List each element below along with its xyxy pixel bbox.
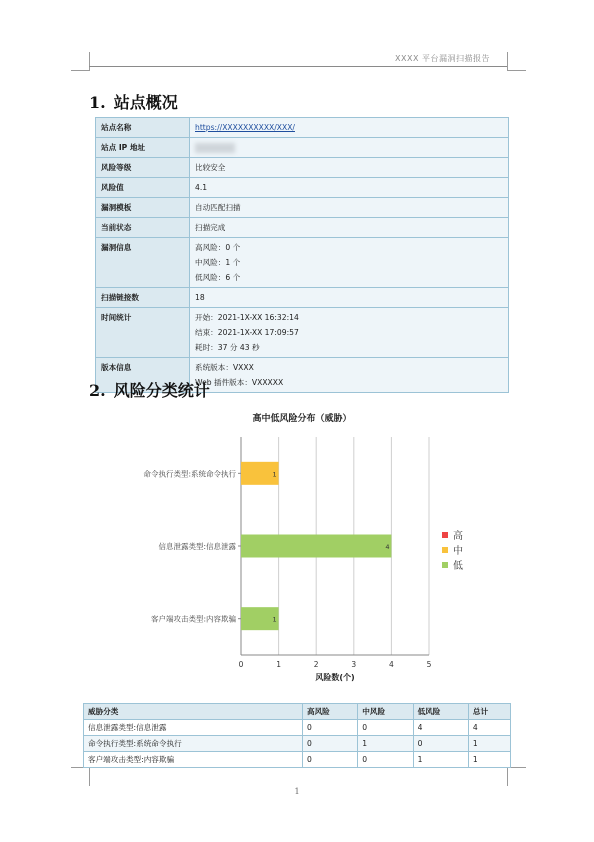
- section-1-number: 1.: [89, 93, 106, 112]
- x-tick-label: 4: [389, 660, 394, 669]
- stats-cell: 0: [303, 752, 358, 768]
- y-category-label: 客户端攻击类型:内容欺骗: [150, 614, 236, 624]
- bar-低: [241, 535, 391, 558]
- info-value: [190, 358, 509, 393]
- info-value: [190, 158, 509, 178]
- redacted-ip: [195, 143, 235, 153]
- info-value: [190, 198, 509, 218]
- info-key: 站点 IP 地址: [96, 138, 190, 158]
- info-row: [96, 158, 509, 178]
- info-value: [190, 178, 509, 198]
- stats-header-cell: 中风险: [358, 704, 413, 720]
- info-key: 扫描链接数: [96, 288, 190, 308]
- stats-cell: 0: [358, 720, 413, 736]
- stats-cell: 1: [413, 752, 468, 768]
- info-value-line: 比较安全: [195, 163, 226, 172]
- stats-header-cell: 低风险: [413, 704, 468, 720]
- y-category-label: 信息泄露类型:信息泄露: [158, 542, 236, 551]
- legend-label: 高: [453, 531, 463, 542]
- info-row: [96, 288, 509, 308]
- stats-cell: 0: [358, 752, 413, 768]
- section-2-number: 2.: [89, 381, 106, 400]
- stats-cell: 0: [303, 720, 358, 736]
- info-row: [96, 178, 509, 198]
- info-value-line: Web 插件版本：VXXXXX: [195, 378, 284, 387]
- crop-mark-bottom-right: [507, 767, 526, 786]
- x-tick-label: 3: [351, 660, 357, 669]
- x-axis-label: 风险数(个): [315, 673, 355, 682]
- stats-cell: 1: [468, 736, 510, 752]
- info-value-line: 低风险：6 个: [195, 273, 241, 282]
- legend-swatch: [442, 532, 448, 538]
- bar-data-label: 1: [272, 615, 277, 624]
- stats-row: [84, 752, 511, 768]
- info-value-line: 开始：2021-1X-XX 16:32:14: [195, 313, 299, 322]
- stats-header-cell: 威胁分类: [84, 704, 303, 720]
- legend-label: 中: [453, 546, 463, 557]
- crop-mark-bottom-left: [71, 767, 90, 786]
- info-value: [190, 138, 509, 158]
- stats-cell: 0: [413, 736, 468, 752]
- info-value-line: 自动匹配扫描: [195, 203, 241, 212]
- info-value-line: 系统版本：VXXX: [195, 363, 254, 372]
- info-row: [96, 118, 509, 138]
- legend-label: 低: [453, 561, 463, 572]
- section-1-heading: [89, 90, 178, 113]
- section-1-title: 站点概况: [113, 93, 178, 112]
- info-row: [96, 238, 509, 288]
- risk-distribution-chart: [95, 425, 509, 687]
- info-value: [190, 118, 509, 138]
- info-row: [96, 218, 509, 238]
- stats-cell: 1: [468, 752, 510, 768]
- x-tick-label: 1: [276, 660, 281, 669]
- info-key: 版本信息: [96, 358, 190, 393]
- stats-header-cell: 总计: [468, 704, 510, 720]
- stats-cell: 4: [413, 720, 468, 736]
- legend-swatch: [442, 547, 448, 553]
- section-2-heading: [89, 378, 210, 401]
- info-value-line: 18: [195, 293, 205, 302]
- info-value-line: 4.1: [195, 183, 208, 192]
- header-divider: [89, 66, 507, 67]
- bar-data-label: 1: [272, 470, 277, 479]
- site-url-link[interactable]: https://XXXXXXXXXX/XXX/: [195, 123, 295, 132]
- x-tick-label: 0: [238, 660, 244, 669]
- crop-mark-top-right: [507, 52, 526, 71]
- stats-row: [84, 720, 511, 736]
- info-key: 漏洞模板: [96, 198, 190, 218]
- info-key: 站点名称: [96, 118, 190, 138]
- bar-data-label: 4: [385, 543, 390, 551]
- stats-cell: 4: [468, 720, 510, 736]
- info-value-line: 中风险：1 个: [195, 258, 241, 267]
- info-key: 当前状态: [96, 218, 190, 238]
- info-value: [190, 308, 509, 358]
- info-value-line: 结束：2021-1X-XX 17:09:57: [195, 328, 299, 337]
- x-tick-label: 5: [426, 660, 432, 669]
- page-number: 1: [294, 787, 300, 796]
- info-value: [190, 218, 509, 238]
- info-key: 时间统计: [96, 308, 190, 358]
- x-tick-label: 2: [313, 660, 319, 669]
- stats-cell: 1: [358, 736, 413, 752]
- stats-cell: 客户端攻击类型:内容欺骗: [84, 752, 303, 768]
- info-key: 漏洞信息: [96, 238, 190, 288]
- stats-row: [84, 736, 511, 752]
- info-value: [190, 288, 509, 308]
- stats-cell: 命令执行类型:系统命令执行: [84, 736, 303, 752]
- info-row: [96, 308, 509, 358]
- crop-mark-top-left: [71, 52, 90, 71]
- info-value: [190, 238, 509, 288]
- info-value-line: 高风险：0 个: [195, 243, 241, 252]
- info-key: 风险等级: [96, 158, 190, 178]
- info-row: [96, 138, 509, 158]
- risk-stats-table: [83, 703, 511, 768]
- site-info-table: [95, 117, 509, 393]
- y-category-label: 命令执行类型:系统命令执行: [143, 469, 236, 479]
- info-key: 风险值: [96, 178, 190, 198]
- stats-cell: 0: [303, 736, 358, 752]
- stats-cell: 信息泄露类型:信息泄露: [84, 720, 303, 736]
- stats-header-cell: 高风险: [303, 704, 358, 720]
- page-header-title: XXXX 平台漏洞扫描报告: [395, 54, 490, 63]
- info-value-line: 扫描完成: [195, 223, 226, 232]
- info-row: [96, 198, 509, 218]
- section-2-title: 风险分类统计: [113, 381, 210, 400]
- chart-title: 高中低风险分布（威胁）: [252, 414, 352, 424]
- info-value-line: 耗时：37 分 43 秒: [195, 343, 260, 352]
- legend-swatch: [442, 562, 448, 568]
